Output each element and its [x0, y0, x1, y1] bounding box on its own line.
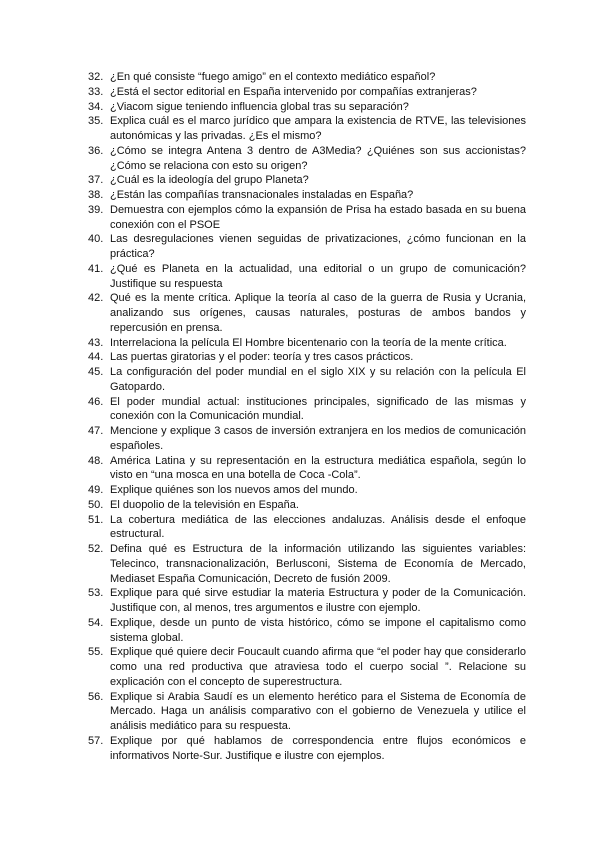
question-text: Explique por qué hablamos de correspondencia entre flujos económicos e informativos Norte-Sur. Justifique e ilustre con ejemplos.: [110, 734, 526, 762]
question-number: 42.: [88, 292, 104, 305]
question-text: ¿Qué es Planeta en la actualidad, una editorial o un grupo de comunicación? Justifique su respuesta: [110, 262, 526, 290]
question-text: Explique quiénes son los nuevos amos del mundo.: [110, 484, 358, 496]
question-item: [88, 513, 526, 543]
question-text: Explique si Arabia Saudí es un elemento herético para el Sistema de Economía de Mercado. Haga un análisis comparativo con el gobierno de Venezuela y utilice el análisis mediático para su respuesta.: [110, 690, 526, 732]
question-number: 47.: [88, 425, 104, 437]
question-item: [88, 203, 526, 233]
question-number: 34.: [88, 100, 104, 113]
question-text: La configuración del poder mundial en el siglo XIX y su relación con la película El Gatopardo.: [110, 366, 526, 393]
question-text: Interrelaciona la película El Hombre bicentenario con la teoría de la mente crítica.: [110, 336, 507, 349]
question-number: 33.: [88, 85, 104, 98]
question-number: 48.: [88, 454, 104, 467]
question-text: El poder mundial actual: instituciones principales, significado de las mismas y conexión con la Comunicación mundial.: [110, 395, 526, 423]
question-number: 41.: [88, 262, 104, 275]
question-item: [88, 291, 526, 335]
question-number: 43.: [88, 336, 104, 349]
question-item: [88, 690, 526, 734]
question-number: 32.: [88, 71, 104, 83]
question-item: [88, 336, 526, 351]
question-item: [88, 188, 526, 203]
question-text: Explique qué quiere decir Foucault cuando afirma que “el poder hay que considerarlo como una red productiva que atraviesa todo el cuerpo social ”. Relacione su explicación con el concepto de superestructura.: [110, 646, 526, 688]
question-item: [88, 173, 526, 188]
question-item: [88, 542, 526, 586]
question-number: 50.: [88, 498, 104, 511]
question-text: Mencione y explique 3 casos de inversión extranjera en los medios de comunicación españoles.: [110, 425, 526, 452]
question-item: [88, 424, 526, 454]
question-text: ¿En qué consiste “fuego amigo” en el contexto mediático español?: [110, 71, 436, 83]
question-text: El duopolio de la televisión en España.: [110, 498, 299, 511]
question-text: Las puertas giratorias y el poder: teoría y tres casos prácticos.: [110, 351, 414, 364]
question-number: 49.: [88, 484, 104, 496]
question-number: 44.: [88, 351, 104, 364]
question-text: Las desregulaciones vienen seguidas de privatizaciones, ¿cómo funcionan en la práctica?: [110, 233, 526, 260]
question-item: [88, 734, 526, 764]
question-text: ¿Viacom sigue teniendo influencia global tras su separación?: [110, 100, 409, 113]
question-number: 45.: [88, 366, 104, 378]
question-number: 36.: [88, 144, 104, 157]
question-number: 52.: [88, 543, 104, 555]
question-item: [88, 498, 526, 513]
question-text: Demuestra con ejemplos cómo la expansión de Prisa ha estado basada en su buena conexión con el PSOE: [110, 203, 526, 231]
question-text: La cobertura mediática de las elecciones andaluzas. Análisis desde el enfoque estructural.: [110, 513, 526, 541]
question-number: 53.: [88, 587, 104, 600]
question-text: ¿Está el sector editorial en España intervenido por compañías extranjeras?: [110, 85, 477, 98]
question-list: [88, 70, 526, 763]
question-item: [88, 645, 526, 689]
question-item: [88, 454, 526, 484]
question-text: América Latina y su representación en la estructura mediática española, según lo visto en “una mosca en una botella de Coca -Cola”.: [110, 454, 526, 482]
question-number: 40.: [88, 233, 104, 246]
question-item: [88, 395, 526, 425]
question-item: [88, 232, 526, 262]
question-item: [88, 483, 526, 498]
question-number: 38.: [88, 189, 104, 201]
question-text: Explique, desde un punto de vista histórico, cómo se impone el capitalismo como sistema global.: [110, 616, 526, 644]
question-item: [88, 586, 526, 616]
question-text: ¿Cuál es la ideología del grupo Planeta?: [110, 174, 309, 187]
question-number: 57.: [88, 734, 104, 747]
question-item: [88, 114, 526, 144]
question-item: [88, 262, 526, 292]
question-text: Defina qué es Estructura de la información utilizando las siguientes variables: Telecinco, transnacionalización, Berlusconi, Sistema de Economía de Mercado, Mediaset España Comunicación, Decreto de fusión 2009.: [110, 543, 526, 585]
question-item: [88, 616, 526, 646]
question-number: 37.: [88, 174, 104, 187]
question-number: 46.: [88, 395, 104, 408]
question-item: [88, 85, 526, 100]
question-item: [88, 70, 526, 85]
question-number: 35.: [88, 115, 104, 128]
question-item: [88, 365, 526, 395]
question-number: 54.: [88, 616, 104, 629]
question-item: [88, 100, 526, 115]
question-text: Explica cuál es el marco jurídico que ampara la existencia de RTVE, las televisiones autonómicas y las privadas. ¿Es el mismo?: [110, 115, 526, 142]
question-text: ¿Están las compañías transnacionales instaladas en España?: [110, 189, 414, 201]
question-number: 56.: [88, 690, 104, 703]
question-number: 55.: [88, 646, 104, 659]
question-text: Qué es la mente crítica. Aplique la teoría al caso de la guerra de Rusia y Ucrania, analizando sus orígenes, causas naturales, posturas de ambos bandos y repercusión en prensa.: [110, 292, 526, 334]
question-number: 51.: [88, 513, 104, 526]
question-number: 39.: [88, 203, 104, 216]
question-item: [88, 350, 526, 365]
question-item: [88, 144, 526, 174]
question-text: ¿Cómo se integra Antena 3 dentro de A3Media? ¿Quiénes son sus accionistas? ¿Cómo se relaciona con esto su origen?: [110, 144, 526, 172]
question-text: Explique para qué sirve estudiar la materia Estructura y poder de la Comunicación. Justifique con, al menos, tres argumentos e ilustre con ejemplo.: [110, 587, 526, 614]
